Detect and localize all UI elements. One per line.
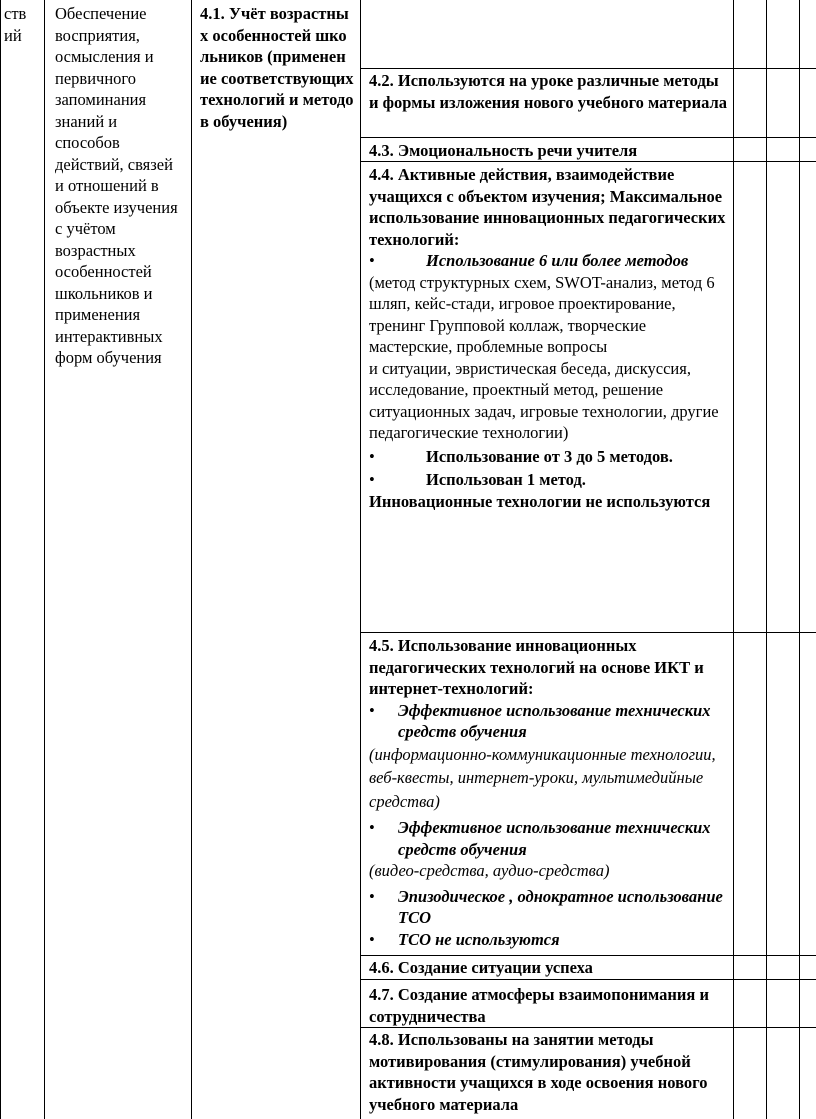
row-4-6 [369,957,729,979]
bullet-icon: • [369,700,375,720]
bullet-text: Использование от 3 до 5 методов. [426,446,673,466]
row-4-8 [369,1029,729,1115]
row-border [360,1027,816,1028]
table-border-col5 [766,0,767,1119]
table-border-col4 [733,0,734,1119]
criterion-4-5-head: 4.5. Использование инновационных педагогических технологий на основе ИКТ и интернет-технологий: [369,636,704,698]
bullet-text: Эффективное использование технических средств обучения [398,700,711,741]
row-4-7 [369,984,729,1027]
criterion-4-2: 4.2. Используются на уроке различные методы и формы изложения нового учебного материала [369,71,727,112]
row-4-3 [369,140,729,162]
bullet-text: Использование 6 или более методов [426,251,689,270]
criterion-4-4-head: 4.4. Активные действия, взаимодействие учащихся с объектом изучения; Максимальное использование инновационных педагогических технологий: [369,165,726,249]
bullet-icon: • [369,929,375,949]
table-border-col1 [44,0,45,1119]
row-4-2 [369,70,729,113]
bullet-icon: • [369,886,375,906]
bullet-icon: • [369,818,375,837]
row-border [360,632,816,633]
bullet-icon: • [369,470,375,489]
table-border-col6 [799,0,800,1119]
bullet-icon: • [369,251,375,270]
row-4-5 [369,635,729,950]
list-item [369,700,729,743]
table-border-col2 [191,0,192,1119]
table-border-left [0,0,1,1119]
list-item [369,469,729,491]
criterion-4-3: 4.3. Эмоциональность речи учителя [369,141,638,160]
row-border [360,68,816,69]
row-border [360,955,816,956]
table-border-col3 [360,0,361,1119]
row-4-4 [369,164,729,512]
criterion-4-8: 4.8. Использованы на занятии методы мотивирования (стимулирования) учебной активности учащихся в ходе освоения нового учебного материала [369,1030,708,1114]
col1-cell [4,3,40,46]
list-item [369,929,729,951]
bullet-text: Эпизодическое , однократное использование ТСО [398,886,723,927]
col1-text: ств ий [4,4,27,45]
list-item [369,446,729,468]
bullet-description: и ситуации, эвристическая беседа, дискуссия, исследование, проектный метод, решение ситуационных задач, игровые технологии, другие педагогические технологии) [369,358,719,442]
list-item [369,817,729,860]
bullet-icon: • [369,446,375,466]
bullet-text: ТСО не используются [398,929,560,949]
bullet-text: Использован 1 метод. [426,470,586,489]
bullet-tail: Инновационные технологии не используются [369,491,711,511]
col2-text: Обеспечение восприятия, осмысления и первичного запоминания знаний и способов действий, связей и отношений в объекте изучения с учётом возрастных особенностей школьников и применения интерактивных форм обучения [55,4,178,367]
criterion-4-7: 4.7. Создание атмосферы взаимопонимания и сотрудничества [369,985,709,1026]
bullet-description: (метод структурных схем, SWOT-анализ, метод 6 шляп, кейс-стади, игровое проектирование, тренинг Групповой коллаж, творческие мастерские, проблемные вопросы [369,272,715,356]
criterion-4-6: 4.6. Создание ситуации успеха [369,958,593,977]
criterion-4-1: 4.1. Учёт возрастных особенностей школьников (применение соответствующих технологий и методов обучения) [200,4,354,131]
row-border [360,137,816,138]
list-item [369,250,729,272]
list-item [369,886,729,929]
col2-cell [55,3,185,369]
bullet-description: (информационно-коммуникационные технологии, веб-квесты, интернет-уроки, мультимедийные средства) [369,744,716,811]
col3-cell [200,3,355,132]
bullet-description: (видео-средства, аудио-средства) [369,861,610,880]
bullet-text: Эффективное использование технических средств обучения [398,818,711,859]
row-border [360,979,816,980]
